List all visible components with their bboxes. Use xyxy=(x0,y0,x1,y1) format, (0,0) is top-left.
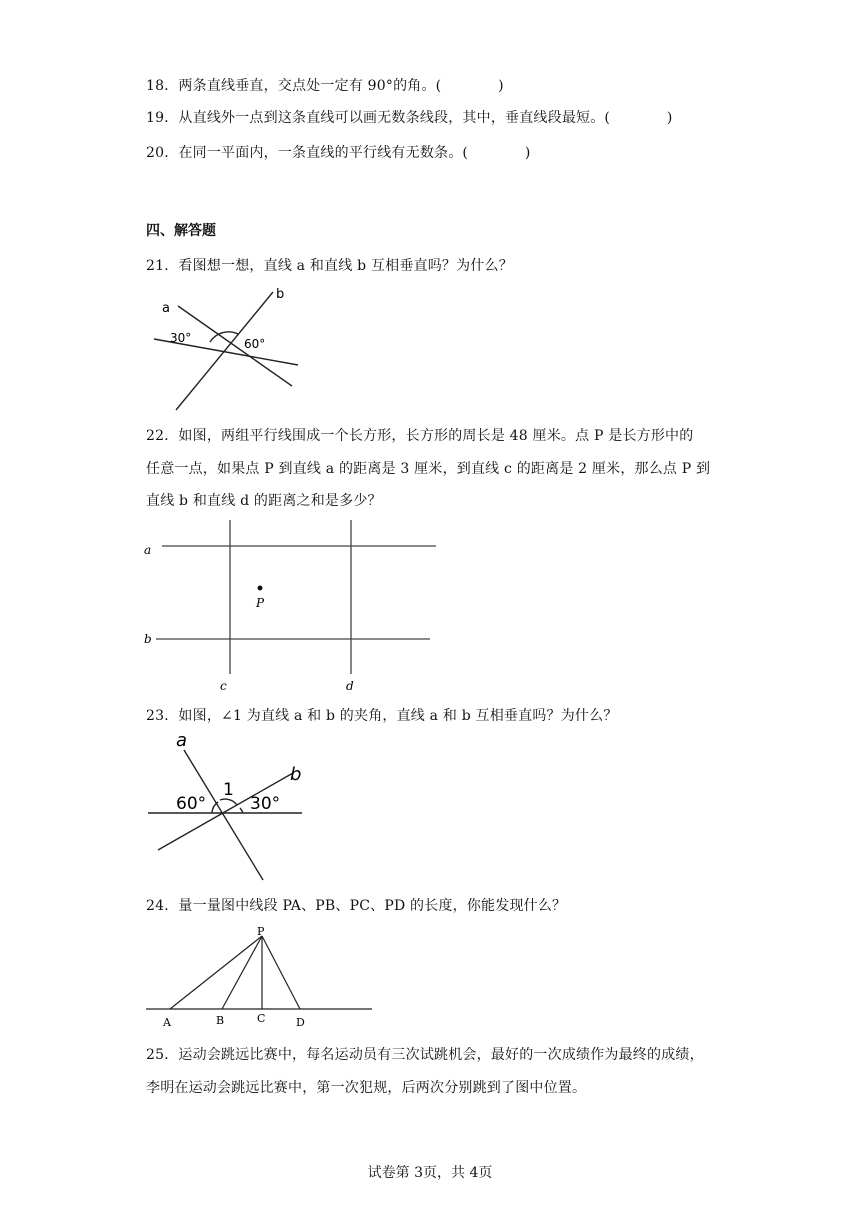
question-25-line1: 25．运动会跳远比赛中，每名运动员有三次试跳机会，最好的一次成绩作为最终的成绩， xyxy=(146,1047,704,1063)
question-22-line3: 直线 b 和直线 d 的距离之和是多少？ xyxy=(146,493,382,509)
angle-30-label: 30° xyxy=(170,331,192,345)
question-21: 21．看图想一想，直线 a 和直线 b 互相垂直吗？为什么？ xyxy=(146,258,513,274)
q21-figure xyxy=(140,284,310,414)
segment-pb xyxy=(222,936,262,1009)
angle-60-label: 60° xyxy=(176,794,207,814)
q23-figure xyxy=(140,730,315,880)
question-number: 18． xyxy=(146,78,179,94)
question-text: 在同一平面内，一条直线的平行线有无数条。( ) xyxy=(178,145,531,161)
line-b xyxy=(176,292,273,410)
label-a: A xyxy=(163,1016,171,1029)
label-b: b xyxy=(290,764,302,785)
angle-1-label: 1 xyxy=(223,780,234,800)
label-a: a xyxy=(176,730,188,751)
question-19 xyxy=(146,107,673,127)
label-a: a xyxy=(162,301,170,316)
label-b: B xyxy=(216,1014,225,1027)
segment-pa xyxy=(170,936,262,1009)
question-20 xyxy=(146,142,531,162)
question-18 xyxy=(146,75,504,95)
line-a xyxy=(184,750,263,880)
question-23: 23．如图，∠1 为直线 a 和 b 的夹角，直线 a 和 b 互相垂直吗？为什么？ xyxy=(146,708,618,724)
segment-pd xyxy=(262,936,300,1009)
question-text: 从直线外一点到这条直线可以画无数条线段，其中，垂直线段最短。( ) xyxy=(178,110,673,126)
label-d: D xyxy=(296,1016,305,1029)
q22-figure xyxy=(140,518,440,698)
label-c: C xyxy=(257,1012,266,1025)
question-number: 20． xyxy=(146,145,179,161)
question-24: 24．量一量图中线段 PA、PB、PC、PD 的长度，你能发现什么？ xyxy=(146,898,567,914)
angle-30-label: 30° xyxy=(250,794,281,814)
question-22-line2: 任意一点，如果点 P 到直线 a 的距离是 3 厘米，到直线 c 的距离是 2 厘米，那么点 P 到 xyxy=(146,461,711,477)
q24-figure xyxy=(140,922,380,1032)
label-p: P xyxy=(256,596,265,610)
question-text: 两条直线垂直，交点处一定有 90°的角。( ) xyxy=(178,78,504,94)
point-p xyxy=(258,586,263,591)
question-25-line2: 李明在运动会跳远比赛中，第一次犯规，后两次分别跳到了图中位置。 xyxy=(146,1080,587,1096)
label-b: b xyxy=(276,287,285,302)
label-p: P xyxy=(257,925,265,938)
label-a: a xyxy=(144,543,152,557)
label-c: c xyxy=(220,679,227,693)
section-title: 四、解答题 xyxy=(146,223,216,239)
question-number: 19． xyxy=(146,110,179,126)
question-22-line1: 22．如图，两组平行线围成一个长方形，长方形的周长是 48 厘米。点 P 是长方形中的 xyxy=(146,428,694,444)
label-d: d xyxy=(346,679,354,693)
label-b: b xyxy=(144,632,152,646)
angle-arc-30 xyxy=(240,808,243,813)
angle-60-label: 60° xyxy=(244,337,266,351)
page-footer: 试卷第 3页，共 4页 xyxy=(367,1165,493,1181)
